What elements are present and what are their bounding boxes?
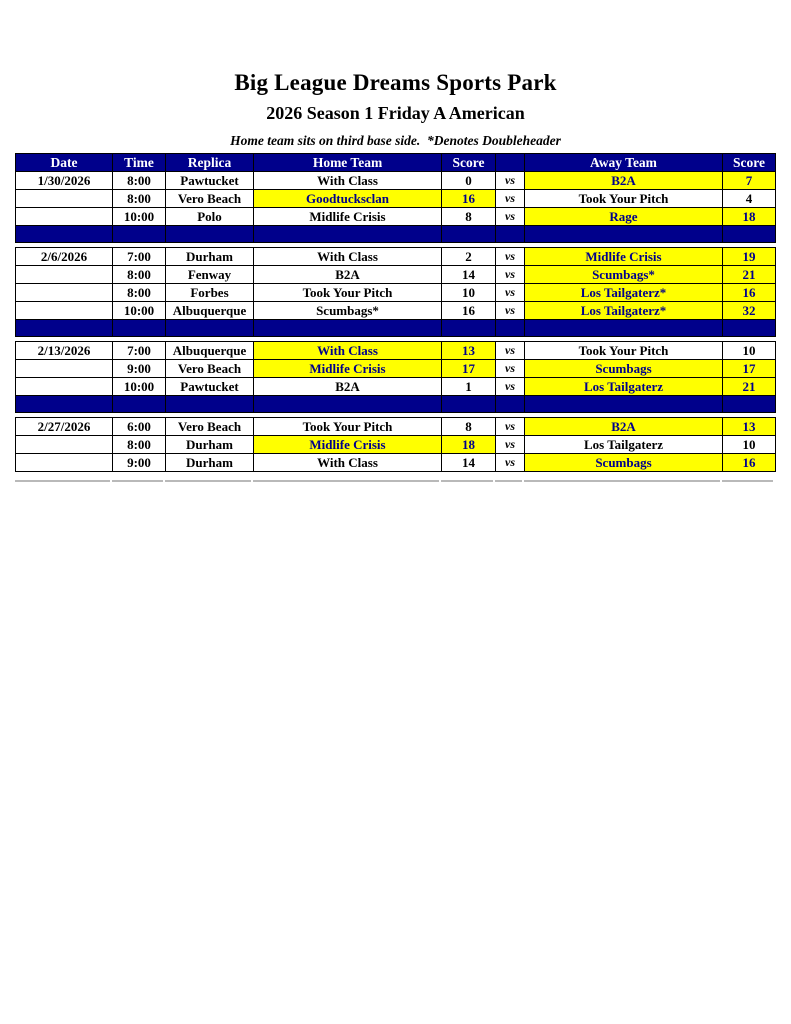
vs-cell: vs [496,418,525,436]
away-score-cell: 16 [723,284,776,302]
replica-cell: Albuquerque [166,302,254,320]
schedule-block-2 [15,247,776,337]
game-row [16,418,776,436]
home-score-cell: 10 [442,284,496,302]
time-cell: 8:00 [113,172,166,190]
away-score-cell: 21 [723,266,776,284]
away-team-cell: Scumbags [525,454,723,472]
home-team-cell: Midlife Crisis [254,208,442,226]
time-cell: 7:00 [113,248,166,266]
header-cell-date: Date [16,154,113,172]
home-score-cell: 1 [442,378,496,396]
vs-cell: vs [496,436,525,454]
separator-cell [16,320,113,337]
time-cell: 10:00 [113,378,166,396]
date-cell: 2/27/2026 [16,418,113,436]
home-score-cell: 16 [442,302,496,320]
vs-cell: vs [496,378,525,396]
home-score-cell: 14 [442,454,496,472]
home-score-cell: 14 [442,266,496,284]
separator-cell [16,396,113,413]
header-cell-score-away: Score [723,154,776,172]
page-note: Home team sits on third base side. *Denotes Doubleheader [230,133,561,148]
time-cell: 10:00 [113,208,166,226]
separator-row [16,320,776,337]
away-team-cell: Scumbags [525,360,723,378]
game-row [16,266,776,284]
header-cell-replica: Replica [166,154,254,172]
schedule-page [0,0,791,482]
table-shadow-segment [112,480,163,482]
replica-cell: Fenway [166,266,254,284]
header-row [16,154,776,172]
away-team-cell: B2A [525,418,723,436]
home-team-cell: With Class [254,342,442,360]
home-team-cell: Scumbags* [254,302,442,320]
replica-cell: Pawtucket [166,172,254,190]
table-shadow-segment [165,480,251,482]
separator-cell [166,396,254,413]
home-score-cell: 17 [442,360,496,378]
home-score-cell: 13 [442,342,496,360]
vs-cell: vs [496,284,525,302]
home-score-cell: 16 [442,190,496,208]
away-score-cell: 17 [723,360,776,378]
away-score-cell: 16 [723,454,776,472]
home-team-cell: Goodtucksclan [254,190,442,208]
away-team-cell: B2A [525,172,723,190]
separator-cell [442,320,496,337]
table-shadow-segment [524,480,720,482]
separator-cell [113,226,166,243]
page-subtitle: 2026 Season 1 Friday A American [266,103,525,123]
replica-cell: Vero Beach [166,360,254,378]
time-cell: 8:00 [113,266,166,284]
separator-cell [442,226,496,243]
schedule-block-1 [15,153,776,243]
date-cell [16,208,113,226]
game-row [16,302,776,320]
game-row [16,190,776,208]
date-cell [16,302,113,320]
away-score-cell: 10 [723,342,776,360]
game-row [16,436,776,454]
header-cell-home-team: Home Team [254,154,442,172]
game-row [16,284,776,302]
date-cell [16,378,113,396]
table-shadow [15,480,775,482]
game-row [16,208,776,226]
game-row [16,360,776,378]
away-score-cell: 32 [723,302,776,320]
time-cell: 6:00 [113,418,166,436]
replica-cell: Albuquerque [166,342,254,360]
replica-cell: Durham [166,454,254,472]
home-team-cell: Midlife Crisis [254,436,442,454]
away-score-cell: 4 [723,190,776,208]
separator-cell [254,226,442,243]
away-score-cell: 21 [723,378,776,396]
replica-cell: Pawtucket [166,378,254,396]
home-team-cell: Midlife Crisis [254,360,442,378]
separator-cell [113,320,166,337]
table-shadow-segment [15,480,110,482]
away-team-cell: Took Your Pitch [525,190,723,208]
away-team-cell: Los Tailgaterz [525,378,723,396]
away-team-cell: Midlife Crisis [525,248,723,266]
vs-cell: vs [496,208,525,226]
header-cell-score: Score [442,154,496,172]
separator-cell [723,226,776,243]
separator-cell [496,396,525,413]
vs-cell: vs [496,172,525,190]
schedule-block-4 [15,417,776,472]
separator-row [16,396,776,413]
away-score-cell: 7 [723,172,776,190]
game-row [16,248,776,266]
date-cell [16,266,113,284]
away-score-cell: 13 [723,418,776,436]
separator-cell [254,320,442,337]
date-cell [16,436,113,454]
home-score-cell: 0 [442,172,496,190]
time-cell: 8:00 [113,284,166,302]
date-cell: 1/30/2026 [16,172,113,190]
away-team-cell: Scumbags* [525,266,723,284]
separator-cell [525,320,723,337]
vs-cell: vs [496,454,525,472]
home-team-cell: Took Your Pitch [254,418,442,436]
home-team-cell: Took Your Pitch [254,284,442,302]
time-cell: 9:00 [113,454,166,472]
replica-cell: Vero Beach [166,418,254,436]
vs-cell: vs [496,190,525,208]
replica-cell: Durham [166,436,254,454]
time-cell: 10:00 [113,302,166,320]
date-cell: 2/13/2026 [16,342,113,360]
separator-cell [442,396,496,413]
date-cell [16,284,113,302]
vs-cell: vs [496,266,525,284]
away-score-cell: 18 [723,208,776,226]
home-score-cell: 2 [442,248,496,266]
time-cell: 9:00 [113,360,166,378]
separator-cell [166,320,254,337]
schedule-block-3 [15,341,776,413]
separator-cell [113,396,166,413]
replica-cell: Durham [166,248,254,266]
date-cell [16,454,113,472]
separator-row [16,226,776,243]
away-team-cell: Los Tailgaterz [525,436,723,454]
table-shadow-segment [253,480,439,482]
schedule-table [15,153,775,472]
home-score-cell: 8 [442,208,496,226]
away-score-cell: 10 [723,436,776,454]
table-shadow-segment [441,480,493,482]
date-cell: 2/6/2026 [16,248,113,266]
game-row [16,454,776,472]
home-team-cell: With Class [254,248,442,266]
game-row [16,378,776,396]
vs-cell: vs [496,302,525,320]
home-team-cell: With Class [254,454,442,472]
game-row [16,342,776,360]
away-team-cell: Los Tailgaterz* [525,302,723,320]
header-cell-time: Time [113,154,166,172]
separator-cell [723,320,776,337]
home-team-cell: B2A [254,378,442,396]
date-cell [16,360,113,378]
home-team-cell: With Class [254,172,442,190]
vs-cell: vs [496,360,525,378]
time-cell: 7:00 [113,342,166,360]
header-cell-away-team: Away Team [525,154,723,172]
table-shadow-segment [495,480,522,482]
separator-cell [723,396,776,413]
header-cell-vs [496,154,525,172]
page-title: Big League Dreams Sports Park [234,70,557,95]
away-team-cell: Took Your Pitch [525,342,723,360]
separator-cell [496,226,525,243]
home-team-cell: B2A [254,266,442,284]
separator-cell [525,396,723,413]
separator-cell [496,320,525,337]
vs-cell: vs [496,248,525,266]
vs-cell: vs [496,342,525,360]
separator-cell [166,226,254,243]
away-team-cell: Rage [525,208,723,226]
separator-cell [254,396,442,413]
time-cell: 8:00 [113,436,166,454]
replica-cell: Polo [166,208,254,226]
replica-cell: Forbes [166,284,254,302]
home-score-cell: 18 [442,436,496,454]
separator-cell [525,226,723,243]
away-score-cell: 19 [723,248,776,266]
table-shadow-segment [722,480,773,482]
home-score-cell: 8 [442,418,496,436]
away-team-cell: Los Tailgaterz* [525,284,723,302]
replica-cell: Vero Beach [166,190,254,208]
game-row [16,172,776,190]
separator-cell [16,226,113,243]
date-cell [16,190,113,208]
time-cell: 8:00 [113,190,166,208]
